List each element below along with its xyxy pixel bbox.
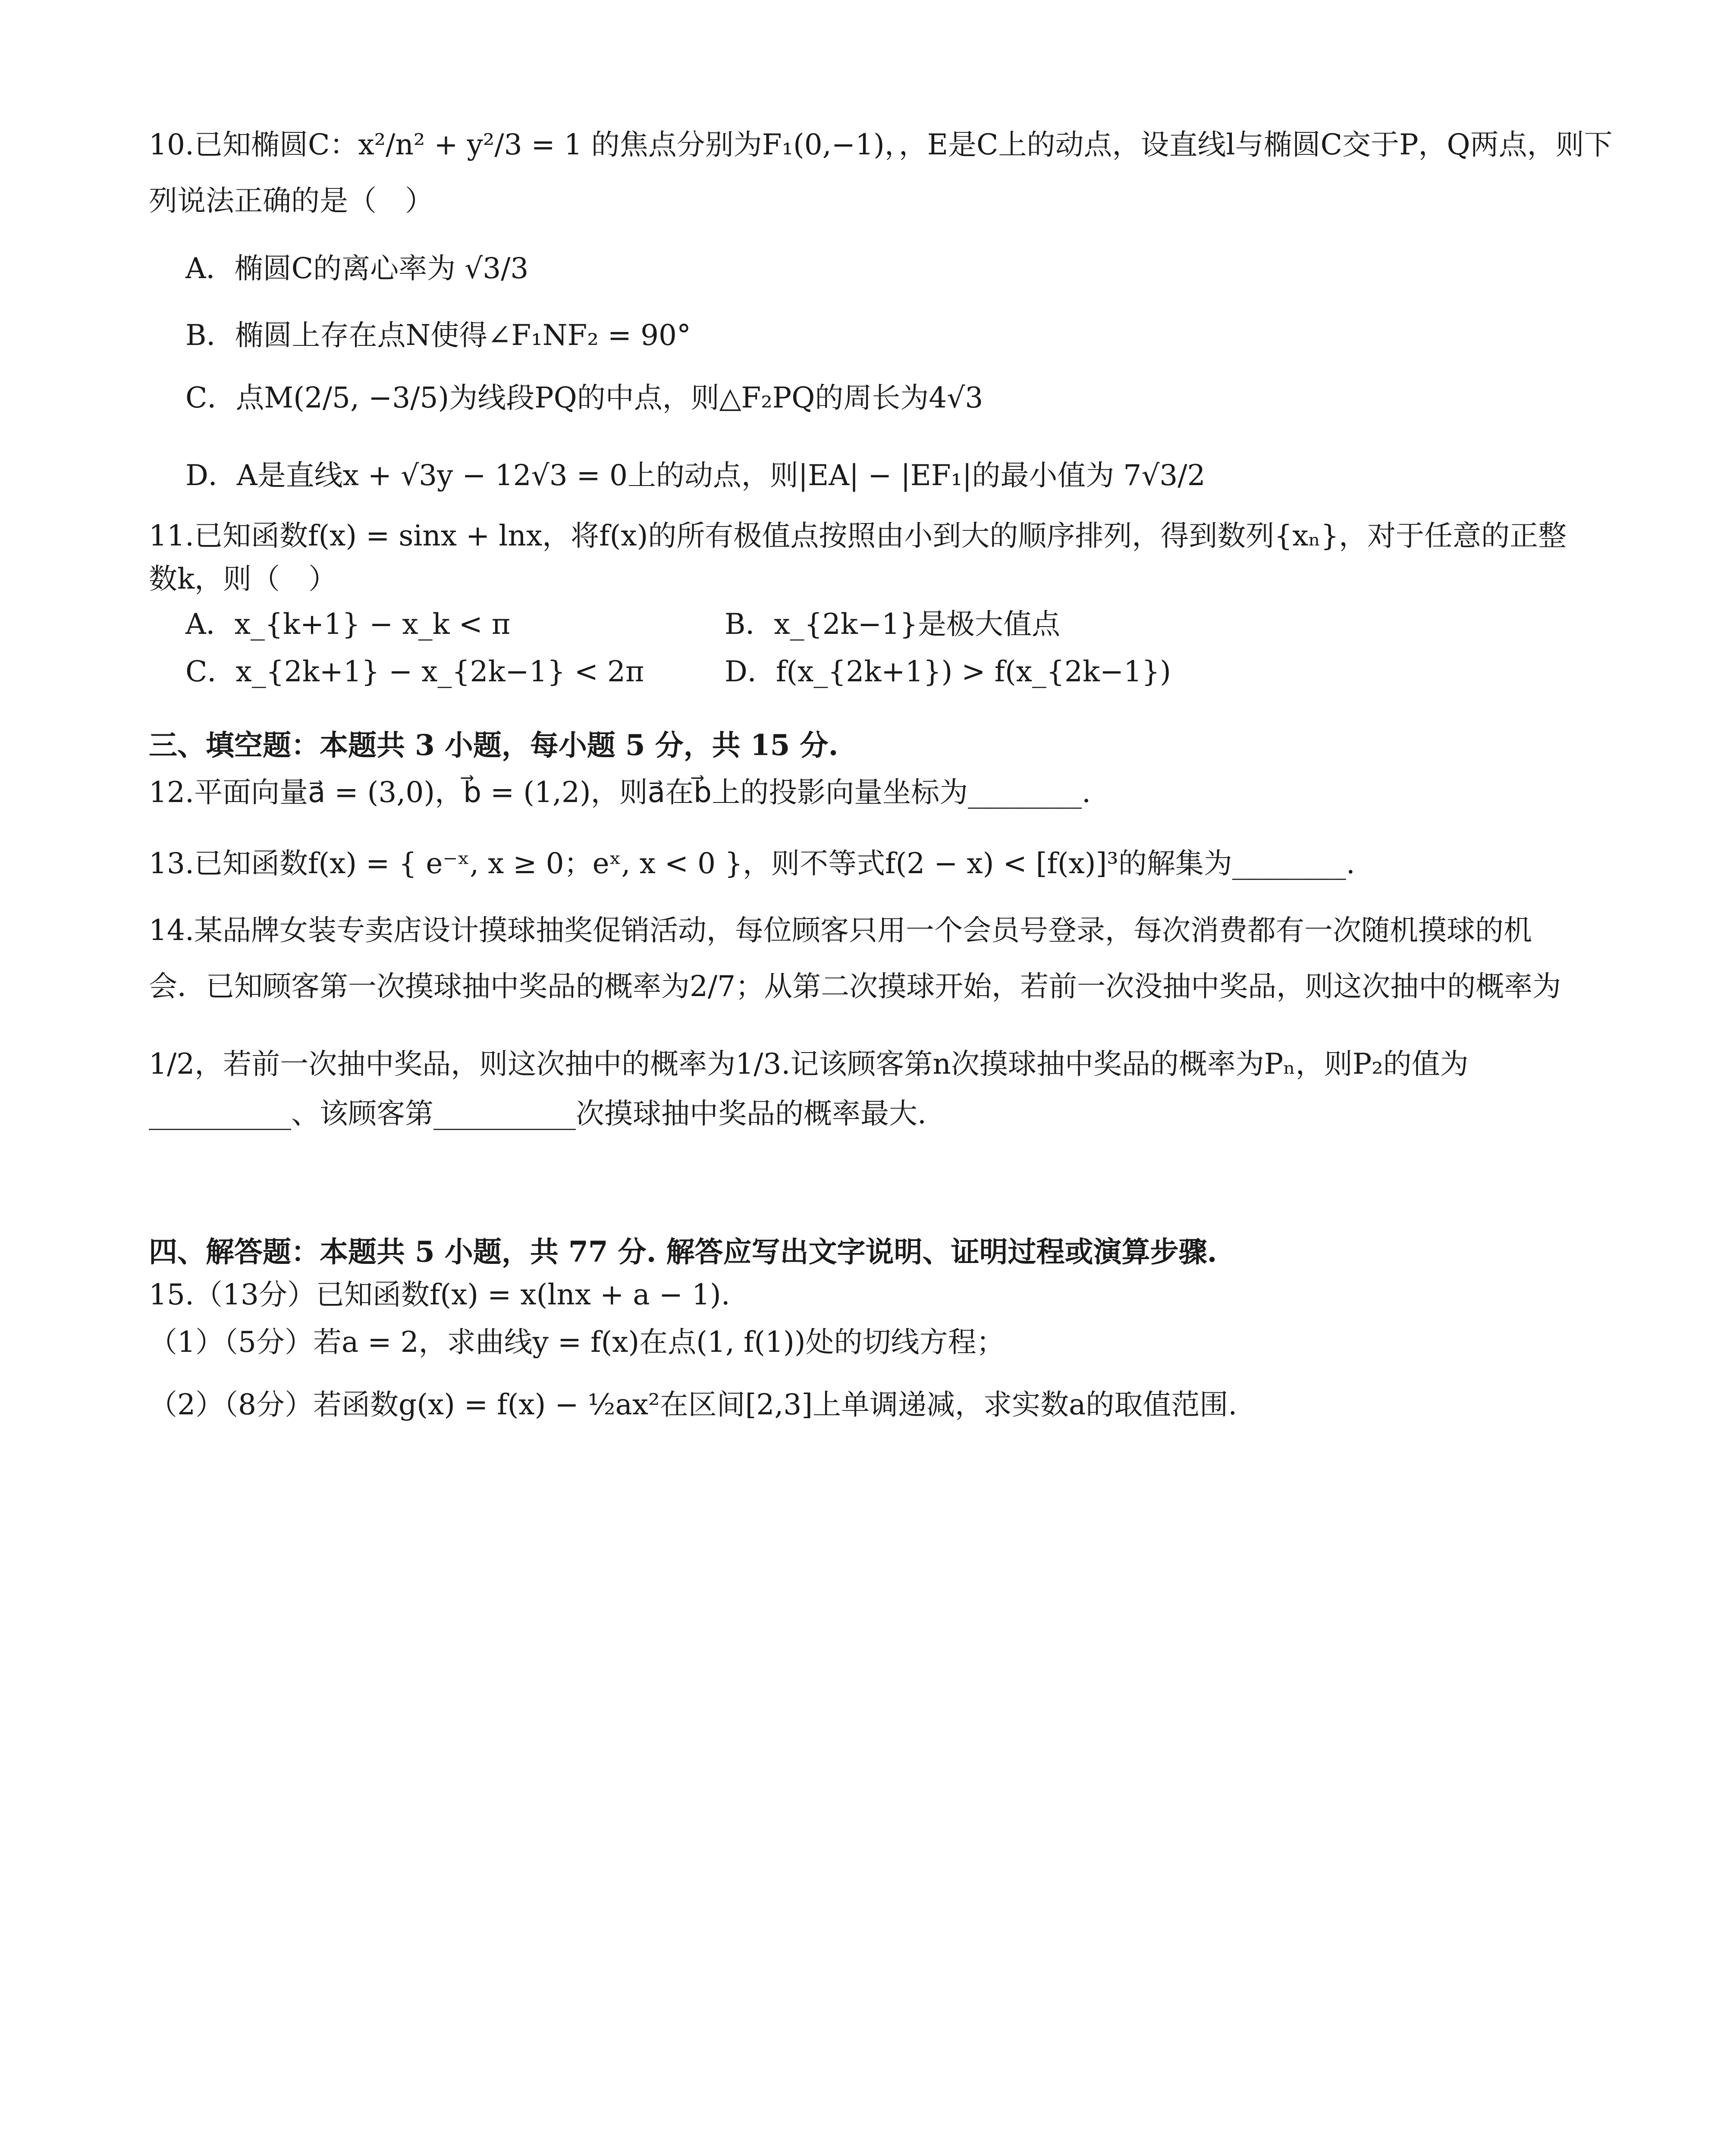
question-11-option-a: A．x_{k+1} − x_k < π [185, 608, 511, 641]
question-11-line-1: 11.已知函数f(x) = sinx + lnx，将f(x)的所有极值点按照由小到大的顺序排列，得到数列{xₙ}，对于任意的正整 [149, 519, 1567, 552]
question-13: 13.已知函数f(x) = { e⁻ˣ, x ≥ 0；eˣ, x < 0 }，则不等式f(2 − x) < [f(x)]³的解集为________. [149, 847, 1355, 880]
question-11-option-b: B．x_{2k−1}是极大值点 [725, 608, 1060, 641]
question-15-part-2: （2）（8分）若函数g(x) = f(x) − ½ax²在区间[2,3]上单调递减，求实数a的取值范围. [149, 1388, 1237, 1421]
question-15-stem: 15.（13分）已知函数f(x) = x(lnx + a − 1). [149, 1278, 730, 1311]
question-11-line-2: 数k，则（ ） [149, 562, 337, 595]
question-15-part-1: （1）（5分）若a = 2，求曲线y = f(x)在点(1, f(1))处的切线方程； [149, 1326, 1005, 1359]
question-14-line-2: 会．已知顾客第一次摸球抽中奖品的概率为2/7；从第二次摸球开始，若前一次没抽中奖品，则这次抽中的概率为 [149, 970, 1561, 1003]
question-10-line-2: 列说法正确的是（ ） [149, 184, 433, 217]
question-10-option-b: B．椭圆上存在点N使得∠F₁NF₂ = 90° [185, 319, 691, 352]
question-12: 12.平面向量a⃗ = (3,0)，b⃗ = (1,2)，则a⃗在b⃗上的投影向量坐标为________. [149, 776, 1091, 809]
section-4-heading: 四、解答题：本题共 5 小题，共 77 分. 解答应写出文字说明、证明过程或演算步骤. [149, 1235, 1217, 1269]
question-11-option-d: D．f(x_{2k+1}) > f(x_{2k−1}) [725, 655, 1171, 688]
question-10-option-a: A．椭圆C的离心率为 √3/3 [185, 252, 529, 285]
question-11-option-c: C．x_{2k+1} − x_{2k−1} < 2π [185, 655, 644, 688]
question-10-line-1: 10.已知椭圆C：x²/n² + y²/3 = 1 的焦点分别为F₁(0,−1)，，E是C上的动点，设直线l与椭圆C交于P，Q两点，则下 [149, 128, 1613, 161]
section-3-heading: 三、填空题：本题共 3 小题，每小题 5 分，共 15 分. [149, 728, 838, 762]
question-14-line-1: 14.某品牌女装专卖店设计摸球抽奖促销活动，每位顾客只用一个会员号登录，每次消费都有一次随机摸球的机 [149, 914, 1532, 947]
question-14-line-4: __________、该顾客第__________次摸球抽中奖品的概率最大. [149, 1097, 926, 1130]
question-10-option-c: C．点M(2/5, −3/5)为线段PQ的中点，则△F₂PQ的周长为4√3 [185, 381, 983, 414]
question-10-option-d: D．A是直线x + √3y − 12√3 = 0上的动点，则|EA| − |EF₁|的最小值为 7√3/2 [185, 459, 1206, 492]
question-14-line-3: 1/2，若前一次抽中奖品，则这次抽中的概率为1/3.记该顾客第n次摸球抽中奖品的概率为Pₙ，则P₂的值为 [149, 1047, 1469, 1081]
